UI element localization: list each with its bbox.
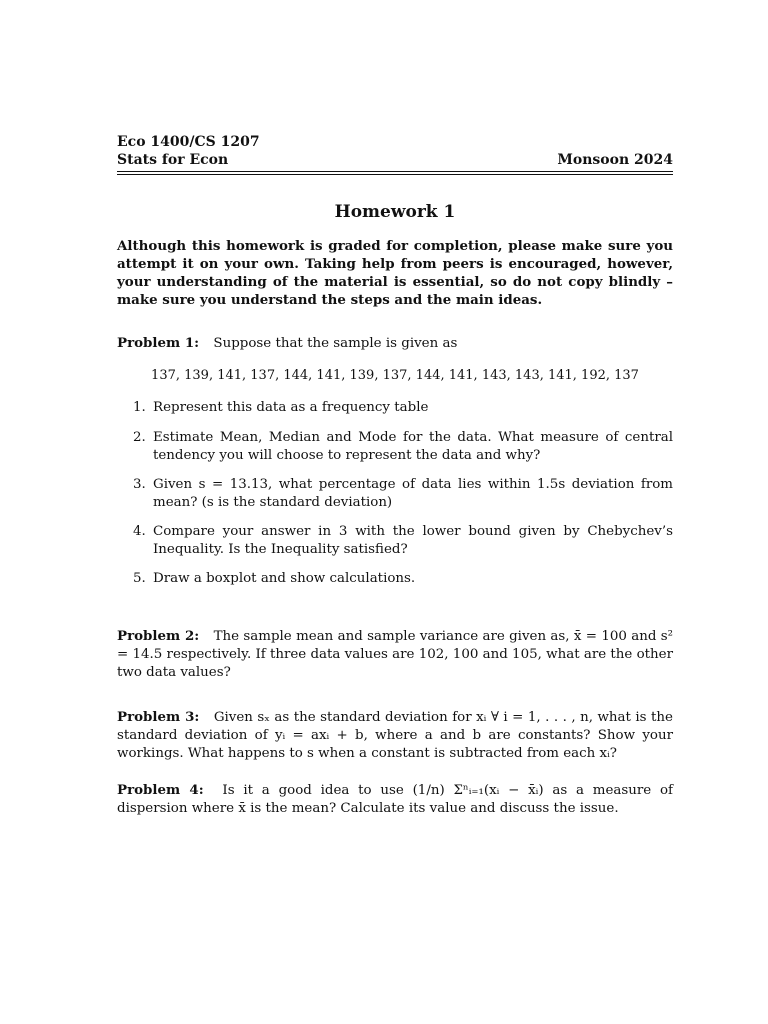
list-item: 3. Given s = 13.13, what percentage of data lies within 1.5s deviation from mean? (s is the standard deviation) <box>133 477 673 510</box>
term: Monsoon 2024 <box>557 152 673 168</box>
list-item: 4. Compare your answer in 3 with the lower bound given by Chebychev’s Inequality. Is the Inequality satisfied? <box>133 524 673 557</box>
problem-2-label: Problem 2: <box>117 628 200 644</box>
problem-3 <box>117 708 673 763</box>
problem-4-label: Problem 4: <box>117 782 204 798</box>
problem-3-label: Problem 3: <box>117 709 200 725</box>
problem-4-text: Is it a good idea to use (1/n) Σⁿᵢ₌₁(xᵢ − x̄ᵢ) as a measure of dispersion where x̄ is the mean? Calculate its value and discuss the issue. <box>117 783 673 816</box>
header-rule-top <box>117 171 673 172</box>
problem-2 <box>117 627 673 682</box>
page-title: Homework 1 <box>334 202 456 222</box>
problem-1-label: Problem 1: <box>117 335 200 351</box>
list-item: 1. Represent this data as a frequency table <box>133 400 429 415</box>
sample-values: 137, 139, 141, 137, 144, 141, 139, 137, 144, 141, 143, 143, 141, 192, 137 <box>151 368 639 383</box>
course-code: Eco 1400/CS 1207 <box>117 134 260 150</box>
problem-4 <box>117 781 673 818</box>
list-item: 5. Draw a boxplot and show calculations. <box>133 571 416 586</box>
problem-1 <box>117 334 673 353</box>
intro-paragraph: Although this homework is graded for completion, please make sure you attempt it on your own. Taking help from peers is encouraged, however, your understanding of the material is essential, so do not copy blindly – make sure you understand the steps and the main ideas. <box>117 238 673 308</box>
problem-2-text: The sample mean and sample variance are given as, x̄ = 100 and s² = 14.5 respectively. If three data values are 102, 100 and 105, what are the other two data values? <box>117 629 674 680</box>
list-item: 2. Estimate Mean, Median and Mode for the data. What measure of central tendency you will choose to represent the data and why? <box>133 430 673 463</box>
problem-3-text: Given sₓ as the standard deviation for xᵢ ∀ i = 1, . . . , n, what is the standard deviation of yᵢ = axᵢ + b, where a and b are constants? Show your workings. What happens to s when a constant is subtracted from each xᵢ? <box>117 710 673 761</box>
header-rule-bottom <box>117 174 673 175</box>
header <box>117 133 673 169</box>
course-name: Stats for Econ <box>117 152 229 168</box>
problem-1-text: Suppose that the sample is given as <box>213 336 458 351</box>
